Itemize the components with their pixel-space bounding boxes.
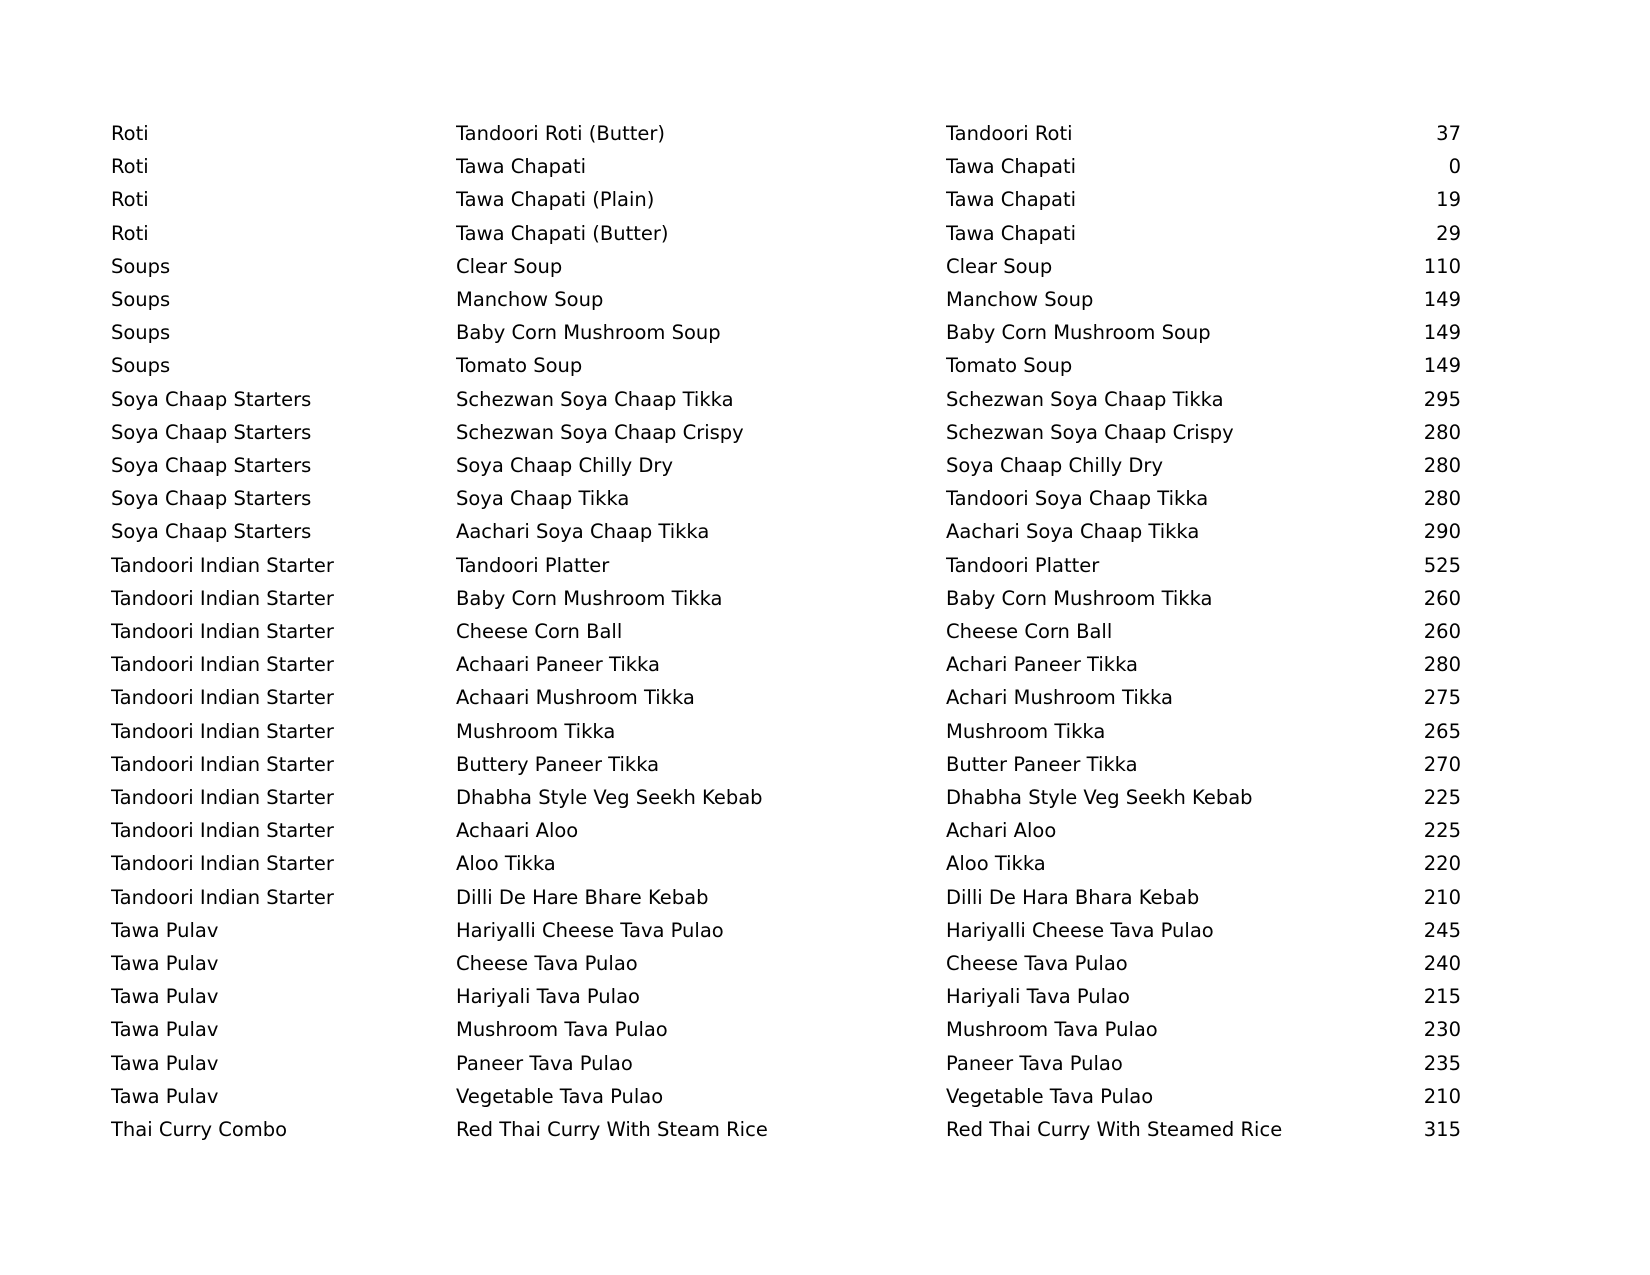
table-row	[111, 316, 1461, 349]
table-row	[111, 150, 1461, 183]
price-cell: 240	[1423, 952, 1461, 976]
price-cell: 245	[1423, 918, 1461, 942]
item-name-cell: Tandoori Roti (Butter)	[456, 122, 665, 145]
item-name-cell: Soya Chaap Chilly Dry	[456, 454, 673, 478]
display-name-cell: Vegetable Tava Pulao	[946, 1084, 1154, 1108]
category-cell: Soups	[111, 321, 171, 345]
display-name-cell: Butter Paneer Tikka	[946, 752, 1138, 776]
display-name-cell: Tawa Chapati	[946, 155, 1077, 179]
price-cell: 525	[1423, 553, 1461, 577]
display-name-cell: Tandoori Soya Chaap Tikka	[946, 487, 1209, 511]
price-cell: 275	[1423, 686, 1461, 710]
table-row	[111, 416, 1461, 449]
price-cell: 37	[1436, 122, 1461, 145]
item-name-cell: Schezwan Soya Chaap Tikka	[456, 387, 734, 411]
display-name-cell: Aloo Tikka	[946, 852, 1046, 876]
table-row	[111, 482, 1461, 515]
price-cell: 210	[1423, 1084, 1461, 1108]
category-cell: Soups	[111, 288, 171, 312]
item-name-cell: Paneer Tava Pulao	[456, 1051, 633, 1075]
display-name-cell: Hariyali Tava Pulao	[946, 985, 1130, 1009]
display-name-cell: Tandoori Roti	[946, 122, 1073, 145]
table-row	[111, 515, 1461, 548]
category-cell: Soya Chaap Starters	[111, 420, 312, 444]
category-cell: Soya Chaap Starters	[111, 520, 312, 544]
table-row	[111, 715, 1461, 748]
price-cell: 149	[1423, 288, 1461, 312]
table-row	[111, 183, 1461, 216]
price-cell: 225	[1423, 786, 1461, 810]
item-name-cell: Mushroom Tava Pulao	[456, 1018, 668, 1042]
table-row	[111, 117, 1461, 150]
category-cell: Tawa Pulav	[111, 952, 219, 976]
category-cell: Tandoori Indian Starter	[111, 686, 334, 710]
price-cell: 29	[1436, 221, 1461, 245]
display-name-cell: Baby Corn Mushroom Soup	[946, 321, 1211, 345]
item-name-cell: Aloo Tikka	[456, 852, 556, 876]
display-name-cell: Clear Soup	[946, 254, 1053, 278]
table-row	[111, 748, 1461, 781]
category-cell: Tandoori Indian Starter	[111, 719, 334, 743]
category-cell: Tandoori Indian Starter	[111, 786, 334, 810]
display-name-cell: Hariyalli Cheese Tava Pulao	[946, 918, 1214, 942]
category-cell: Tandoori Indian Starter	[111, 852, 334, 876]
category-cell: Roti	[111, 188, 149, 212]
price-cell: 210	[1423, 885, 1461, 909]
price-cell: 149	[1423, 321, 1461, 345]
display-name-cell: Manchow Soup	[946, 288, 1094, 312]
category-cell: Tandoori Indian Starter	[111, 620, 334, 644]
item-name-cell: Dhabha Style Veg Seekh Kebab	[456, 786, 763, 810]
price-cell: 270	[1423, 752, 1461, 776]
table-row	[111, 814, 1461, 847]
category-cell: Tandoori Indian Starter	[111, 885, 334, 909]
price-cell: 220	[1423, 852, 1461, 876]
table-row	[111, 980, 1461, 1013]
price-cell: 149	[1423, 354, 1461, 378]
display-name-cell: Mushroom Tava Pulao	[946, 1018, 1158, 1042]
display-name-cell: Soya Chaap Chilly Dry	[946, 454, 1163, 478]
table-row	[111, 947, 1461, 980]
item-name-cell: Baby Corn Mushroom Soup	[456, 321, 721, 345]
menu-table	[111, 117, 1461, 1146]
item-name-cell: Clear Soup	[456, 254, 563, 278]
price-cell: 260	[1423, 620, 1461, 644]
item-name-cell: Baby Corn Mushroom Tikka	[456, 586, 723, 610]
display-name-cell: Tomato Soup	[946, 354, 1073, 378]
table-row	[111, 383, 1461, 416]
item-name-cell: Tomato Soup	[456, 354, 583, 378]
item-name-cell: Achaari Mushroom Tikka	[456, 686, 695, 710]
display-name-cell: Cheese Tava Pulao	[946, 952, 1128, 976]
item-name-cell: Dilli De Hare Bhare Kebab	[456, 885, 709, 909]
item-name-cell: Achaari Paneer Tikka	[456, 653, 660, 677]
display-name-cell: Cheese Corn Ball	[946, 620, 1113, 644]
category-cell: Soya Chaap Starters	[111, 387, 312, 411]
item-name-cell: Tawa Chapati (Plain)	[456, 188, 655, 212]
table-row	[111, 283, 1461, 316]
item-name-cell: Red Thai Curry With Steam Rice	[456, 1118, 768, 1142]
item-name-cell: Buttery Paneer Tikka	[456, 752, 660, 776]
item-name-cell: Cheese Corn Ball	[456, 620, 623, 644]
display-name-cell: Dhabha Style Veg Seekh Kebab	[946, 786, 1253, 810]
table-row	[111, 449, 1461, 482]
price-cell: 225	[1423, 819, 1461, 843]
item-name-cell: Tandoori Platter	[456, 553, 610, 577]
category-cell: Roti	[111, 122, 149, 145]
price-cell: 215	[1423, 985, 1461, 1009]
table-row	[111, 1113, 1461, 1146]
category-cell: Tandoori Indian Starter	[111, 653, 334, 677]
price-cell: 235	[1423, 1051, 1461, 1075]
category-cell: Tandoori Indian Starter	[111, 819, 334, 843]
item-name-cell: Achaari Aloo	[456, 819, 579, 843]
display-name-cell: Achari Paneer Tikka	[946, 653, 1138, 677]
display-name-cell: Paneer Tava Pulao	[946, 1051, 1123, 1075]
category-cell: Thai Curry Combo	[111, 1118, 288, 1142]
display-name-cell: Aachari Soya Chaap Tikka	[946, 520, 1200, 544]
item-name-cell: Tawa Chapati (Butter)	[456, 221, 669, 245]
table-row	[111, 1013, 1461, 1046]
display-name-cell: Schezwan Soya Chaap Tikka	[946, 387, 1224, 411]
table-row	[111, 217, 1461, 250]
item-name-cell: Mushroom Tikka	[456, 719, 616, 743]
item-name-cell: Schezwan Soya Chaap Crispy	[456, 420, 744, 444]
price-cell: 0	[1448, 155, 1461, 179]
display-name-cell: Achari Aloo	[946, 819, 1057, 843]
price-cell: 280	[1423, 454, 1461, 478]
display-name-cell: Dilli De Hara Bhara Kebab	[946, 885, 1200, 909]
price-cell: 290	[1423, 520, 1461, 544]
category-cell: Roti	[111, 221, 149, 245]
category-cell: Tandoori Indian Starter	[111, 752, 334, 776]
table-row	[111, 648, 1461, 681]
price-cell: 110	[1423, 254, 1461, 278]
category-cell: Tawa Pulav	[111, 1084, 219, 1108]
category-cell: Roti	[111, 155, 149, 179]
price-cell: 280	[1423, 653, 1461, 677]
table-row	[111, 1080, 1461, 1113]
price-cell: 19	[1436, 188, 1461, 212]
category-cell: Tawa Pulav	[111, 1051, 219, 1075]
category-cell: Tawa Pulav	[111, 1018, 219, 1042]
item-name-cell: Hariyali Tava Pulao	[456, 985, 640, 1009]
display-name-cell: Mushroom Tikka	[946, 719, 1106, 743]
table-row	[111, 881, 1461, 914]
item-name-cell: Cheese Tava Pulao	[456, 952, 638, 976]
category-cell: Tawa Pulav	[111, 918, 219, 942]
price-cell: 315	[1423, 1118, 1461, 1142]
table-row	[111, 781, 1461, 814]
price-cell: 265	[1423, 719, 1461, 743]
category-cell: Soups	[111, 254, 171, 278]
display-name-cell: Baby Corn Mushroom Tikka	[946, 586, 1213, 610]
item-name-cell: Hariyalli Cheese Tava Pulao	[456, 918, 724, 942]
price-cell: 230	[1423, 1018, 1461, 1042]
price-cell: 280	[1423, 487, 1461, 511]
table-row	[111, 549, 1461, 582]
category-cell: Tandoori Indian Starter	[111, 553, 334, 577]
item-name-cell: Vegetable Tava Pulao	[456, 1084, 664, 1108]
menu-table-body	[111, 117, 1461, 1146]
display-name-cell: Tawa Chapati	[946, 221, 1077, 245]
table-row	[111, 681, 1461, 714]
display-name-cell: Schezwan Soya Chaap Crispy	[946, 420, 1234, 444]
category-cell: Soya Chaap Starters	[111, 487, 312, 511]
item-name-cell: Manchow Soup	[456, 288, 604, 312]
table-row	[111, 349, 1461, 382]
display-name-cell: Achari Mushroom Tikka	[946, 686, 1173, 710]
price-cell: 260	[1423, 586, 1461, 610]
item-name-cell: Aachari Soya Chaap Tikka	[456, 520, 710, 544]
table-row	[111, 1047, 1461, 1080]
table-row	[111, 914, 1461, 947]
item-name-cell: Tawa Chapati	[456, 155, 587, 179]
table-row	[111, 250, 1461, 283]
display-name-cell: Red Thai Curry With Steamed Rice	[946, 1118, 1283, 1142]
category-cell: Tawa Pulav	[111, 985, 219, 1009]
display-name-cell: Tandoori Platter	[946, 553, 1100, 577]
table-row	[111, 582, 1461, 615]
item-name-cell: Soya Chaap Tikka	[456, 487, 630, 511]
category-cell: Soya Chaap Starters	[111, 454, 312, 478]
table-row	[111, 847, 1461, 880]
category-cell: Soups	[111, 354, 171, 378]
price-cell: 295	[1423, 387, 1461, 411]
table-row	[111, 615, 1461, 648]
display-name-cell: Tawa Chapati	[946, 188, 1077, 212]
price-cell: 280	[1423, 420, 1461, 444]
category-cell: Tandoori Indian Starter	[111, 586, 334, 610]
